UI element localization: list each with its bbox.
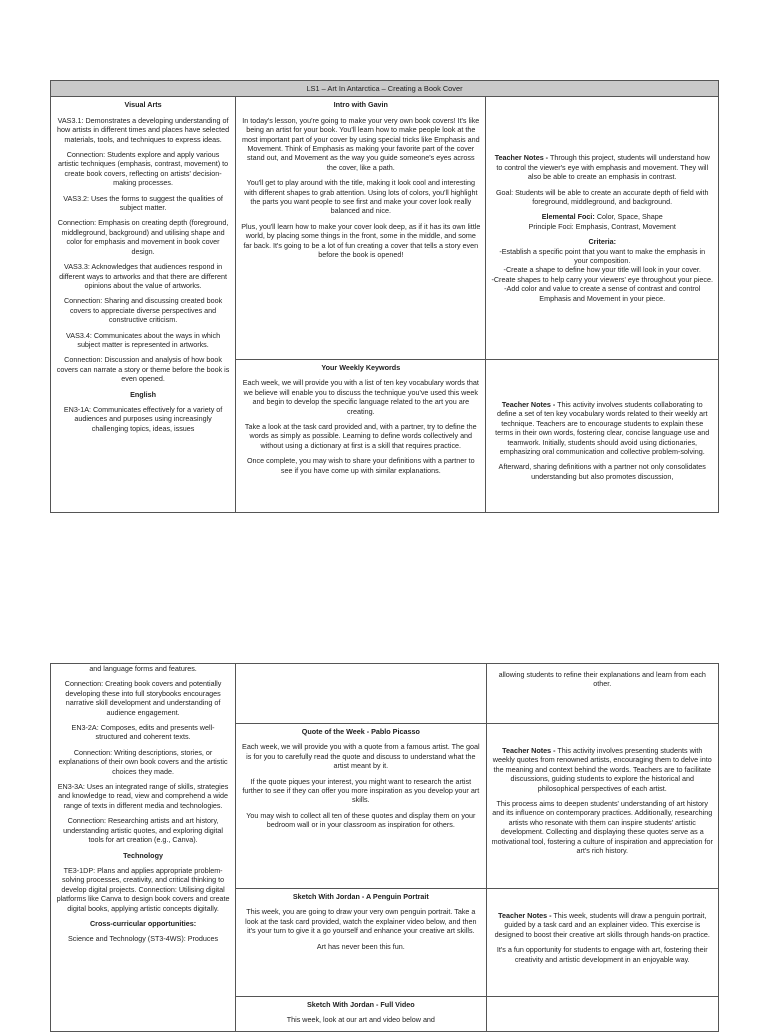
teacher-notes-text: Afterward, sharing definitions with a partner not only consolidates understanding but also promotes discussion, [498,462,706,481]
quote-text: Each week, we will provide you with a quote from a famous artist. The goal is for you to carefully read the quote and discuss to understand what the artist meant by it. [242,742,480,771]
outcome-text: Connection: Students explore and apply various artistic techniques (emphasis, contrast, movement) to create book covers, reflecting on artists' decision-making processes. [57,150,229,188]
sketch-text: Art has never been this fun. [316,941,405,951]
outcome-text: Connection: Writing descriptions, stories, or explanations of their own book covers and the artistic choices they made. [58,747,228,776]
outcome-text: Connection: Emphasis on creating depth (foreground, middleground, background) and utilising shape and color for emphasis and movement in book cover design. [57,218,229,256]
teacher-notes-text: Teacher Notes - This week, students will draw a penguin portrait, guided by a task card and an explainer video. This exercise is designed to boost their creative art skills through hands-on practice. [494,911,710,939]
outcome-text: Connection: Sharing and discussing created book covers to appreciate diverse perspectives and constructive criticism. [63,296,223,325]
full-video-text: This week, look at our art and video below and [286,1015,435,1025]
keywords-cell [236,360,486,513]
intro-cell [236,97,486,360]
criteria-item: -Create a shape to define how your title will look in your cover. [503,265,701,275]
cross-curricular-heading: Cross-curricular opportunities: [89,918,197,928]
teacher-notes-text: Teacher Notes - This activity involves presenting students with weekly quotes from renowned artists, encouraging them to delve into the meaning and context behind the words. Teachers are to facilitate discussions, guiding students to explore the historical and philosophical perspectives of each artist. [492,746,712,793]
keywords-text: Take a look at the task card provided and, with a partner, try to define the words as simply as possible. Learning to define words collectively and without using a dictionary at first is a skill that requires practice. [244,422,477,450]
quote-cell [236,724,486,889]
empty-cell [236,664,486,724]
teacher-notes-cell [486,724,719,889]
visual-arts-heading: Visual Arts [124,100,162,110]
intro-text: You'll get to play around with the title, making it look cool and interesting with different shapes to grab attention. Using lots of colors, you'll highlight the parts you want people to see first and make your cover look really balanced and nice. [244,178,478,216]
quote-text: If the quote piques your interest, you might want to research the artist further to see if they can offer you more inspiration as you develop your art skills. [242,776,480,805]
teacher-notes-text: It's a fun opportunity for students to engage with art, fostering their creativity and artistic development in an enjoyable way. [496,945,708,964]
keywords-heading: Your Weekly Keywords [321,363,401,373]
outcome-text: VAS3.4: Communicates about the ways in which subject matter is represented in artworks. [66,330,221,349]
empty-cell [486,997,719,1032]
outcome-text: TE3-1DP: Plans and applies appropriate problem-solving processes, creativity, and critical thinking to develop digital projects. Connection: Utilising digital platforms like Canva to design book covers and create digital books, applying artistic concepts digitally. [56,865,230,913]
english-heading: English [130,389,157,399]
quote-heading: Quote of the Week - Pablo Picasso [301,727,420,736]
technology-heading: Technology [123,850,163,860]
intro-heading: Intro with Gavin [333,100,388,110]
criteria-item: -Create shapes to help carry your viewers' eye throughout your piece. [491,274,713,284]
goal-text: Goal: Students will be able to create an accurate depth of field with foreground, middleground, and background. [495,187,709,206]
elemental-foci: Elemental Foci: Color, Space, Shape [541,212,663,222]
outcome-text: Connection: Creating book covers and potentially developing these into full storybooks encourages narrative skill development and understanding of audience engagement. [64,679,222,717]
curriculum-outcomes-cell [51,664,236,1032]
sketch-heading: Sketch With Jordan - A Penguin Portrait [292,892,429,901]
sketch-cell [236,889,486,997]
lesson-plan-table-page2 [50,663,719,1032]
criteria-heading: Criteria: [588,237,617,247]
outcome-text: VAS3.2: Uses the forms to suggest the qualities of subject matter. [63,193,223,213]
teacher-notes-cell [486,889,719,997]
quote-text: You may wish to collect all ten of these quotes and display them on your bedroom wall or in your classroom as inspiration for others. [246,810,476,830]
keywords-text: Once complete, you may wish to share your definitions with a partner to see if you have come up with similar explanations. [246,456,475,475]
full-video-heading: Sketch With Jordan - Full Video [307,1000,415,1009]
teacher-notes-cell [486,97,719,360]
outcome-text: Science and Technology (ST3-4WS): Produces [68,934,219,944]
outcome-text: Connection: Discussion and analysis of how book covers can narrate a story or theme before the book is even opened. [56,355,230,384]
criteria-item: -Add color and value to create a sense of contrast and control Emphasis and Movement in your piece. [504,284,701,303]
teacher-notes-text: This process aims to deepen students' understanding of art history and its influence on contemporary practices. Additionally, researching artists who resonate with them can inspire students' artistic development. Collecting and displaying these quotes serve as a motivational tool, fostering a culture of inspiration and appreciation for art's rich history. [491,799,713,856]
outcome-text: EN3-3A: Uses an integrated range of skills, strategies and knowledge to read, view and comprehend a wide range of texts in different media and technologies. [57,782,229,810]
teacher-notes-text: Teacher Notes - Through this project, students will understand how to control the viewer's eye with emphasis and movement. They will also be able to create an emphasis in contrast. [494,153,710,182]
teacher-notes-cell [486,360,719,513]
outcome-text: Connection: Researching artists and art history, understanding artistic quotes, and exploring digital tools for art creation (e.g., Canva). [63,816,223,845]
teacher-notes-continued [486,664,719,724]
intro-text: In today's lesson, you're going to make your very own book covers! It's like being an artist for your book. You'll learn how to make people look at the most important part of your cover by using special tricks like Emphasis and Movement. Think of Emphasis as making your favorite part of the cover stand out, and Movement as the way you guide someone's eyes across the cover, like a path. [241,115,480,172]
keywords-text: Each week, we will provide you with a list of ten key vocabulary words that we believe will enable you to discuss the technique you've used this week and begin to develop the specific language related to the art you are creating. [242,378,479,416]
outcome-text: VAS3.3: Acknowledges that audiences respond in different ways to artworks and that there are different opinions about the value of artworks. [59,262,228,290]
lesson-title: LS1 – Art In Antarctica – Creating a Book Cover [51,81,719,97]
teacher-notes-text: Teacher Notes - This activity involves students collaborating to define a set of ten key vocabulary words related to their weekly art technique. Teachers are to encourage students to explain these terms in their own words, fostering clear, concise language use and teamwork. Initially, students should avoid using dictionaries, emphasizing oral communication and collective problem-solving. [495,400,710,457]
teacher-notes-text: allowing students to refine their explanations and learn from each other. [498,670,706,689]
lesson-plan-table-page1 [50,80,719,513]
outcome-text: VAS3.1: Demonstrates a developing understanding of how artists in different times and places have selected materials, tools, and techniques to express ideas. [57,115,230,144]
full-video-cell [236,997,486,1032]
outcome-text: EN3-1A: Communicates effectively for a variety of audiences and purposes using increasingly challenging topics, ideas, issues [63,404,223,433]
criteria-item: -Establish a specific point that you want to make the emphasis in your composition. [499,246,706,266]
outcome-text: EN3-2A: Composes, edits and presents well-structured and coherent texts. [71,723,215,742]
principle-foci: Principle Foci: Emphasis, Contrast, Movement [528,221,676,231]
intro-text: Plus, you'll learn how to make your cover look deep, as if it has its own little world, by placing some things in the front, some in the middle, and some far back. It's going to be a lot of fun creating a cover that tells a story even before the book is opened! [241,221,481,260]
outcome-text: and language forms and features. [89,664,197,673]
sketch-text: This week, you are going to draw your very own penguin portrait. Take a look at the task card provided, watch the explainer video below, and then it's your turn to give it a go yourself and enhance your creative art skills. [245,907,477,936]
curriculum-outcomes-cell [51,97,236,513]
